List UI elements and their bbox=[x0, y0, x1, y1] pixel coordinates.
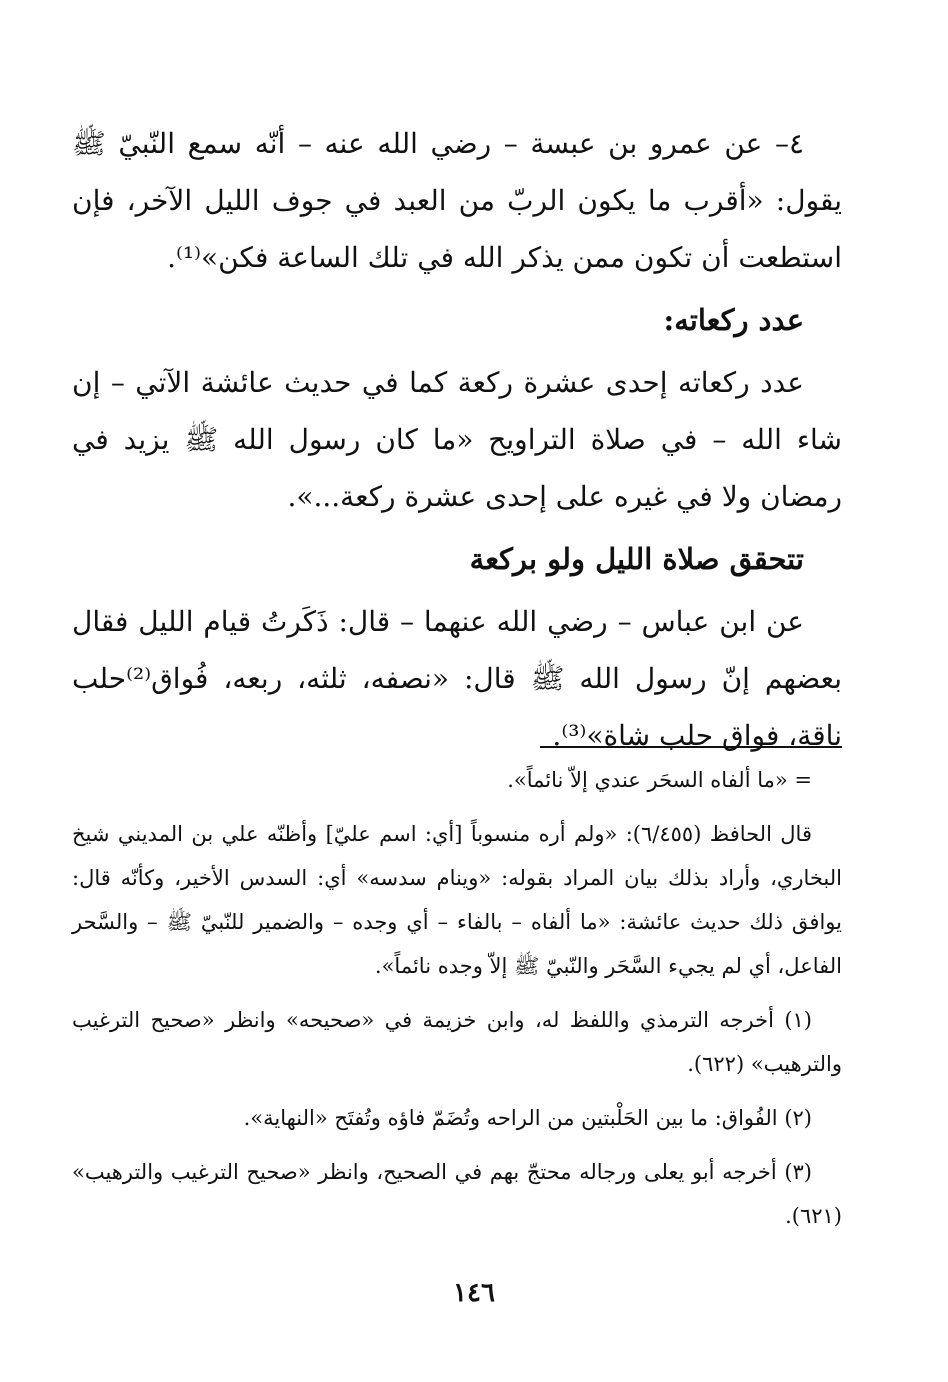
rakat-paragraph: عدد ركعاته إحدى عشرة ركعة كما في حديث عائشة الآتي – إن شاء الله – في صلاة التراويح «ما كان رسول الله ﷺ يزيد في رمضان ولا في غيره على إحدى عشرة ركعة...». bbox=[72, 366, 842, 513]
hadith-paragraph: ٤– عن عمرو بن عبسة – رضي الله عنه – أنّه سمع النّبيّ ﷺ يقول: «أقرب ما يكون الربّ من العبد في جوف الليل الآخر، فإن استطعت أن تكون ممن يذكر الله في تلك الساعة فكن»⁽¹⁾. bbox=[72, 127, 842, 274]
main-text bbox=[72, 115, 842, 764]
ibn-abbas-paragraph: عن ابن عباس – رضي الله عنهما – قال: ذَكَرتُ قيام الليل فقال بعضهم إنّ رسول الله ﷺ قال: «نصفه، ثلثه، ربعه، فُواق⁽²⁾حلب ناقة، فواق حلب شاة»⁽³⁾. bbox=[72, 605, 842, 752]
section-heading-tahaqquq: تتحقق صلاة الليل ولو بركعة bbox=[469, 542, 804, 576]
footnote-3: (٣) أخرجه أبو يعلى ورجاله محتجّ بهم في الصحيح، وانظر «صحيح الترغيب والترهيب» (٦٢١). bbox=[72, 1160, 842, 1228]
footnote-hafiz: قال الحافظ (٦/٤٥٥): «ولم أره منسوباً [أي: اسم عليّ] وأظنّه علي بن المديني شيخ البخاري، وأراد بذلك بيان المراد بقوله: «وينام سدسه» أي: السدس الأخير، وكأنّه قال: يوافق ذلك حديث عائشة: «ما ألفاه – بالفاء – أي وجده – والضمير للنّبيّ ﷺ – والسَّحر الفاعل، أي لم يجيء السَّحَر والنّبيّ ﷺ إلاّ وجده نائماً». bbox=[72, 822, 842, 978]
footnote-2: (٢) الفُواق: ما بين الحَلْبتين من الراحه وتُضَمّ فاؤه وتُفتَح «النهاية». bbox=[243, 1106, 812, 1130]
footnotes bbox=[72, 758, 842, 1248]
footnote-continuation: = «ما ألفاه السحَر عندي إلاّ نائماً». bbox=[507, 768, 812, 792]
footnote-1: (١) أخرجه الترمذي واللفظ له، وابن خزيمة في «صحيحه» وانظر «صحيح الترغيب والترهيب» (٦٢٢). bbox=[72, 1008, 842, 1076]
page-number: ١٤٦ bbox=[453, 1278, 495, 1308]
section-heading-rakat: عدد ركعاته: bbox=[663, 303, 804, 337]
footnote-divider bbox=[540, 746, 842, 748]
